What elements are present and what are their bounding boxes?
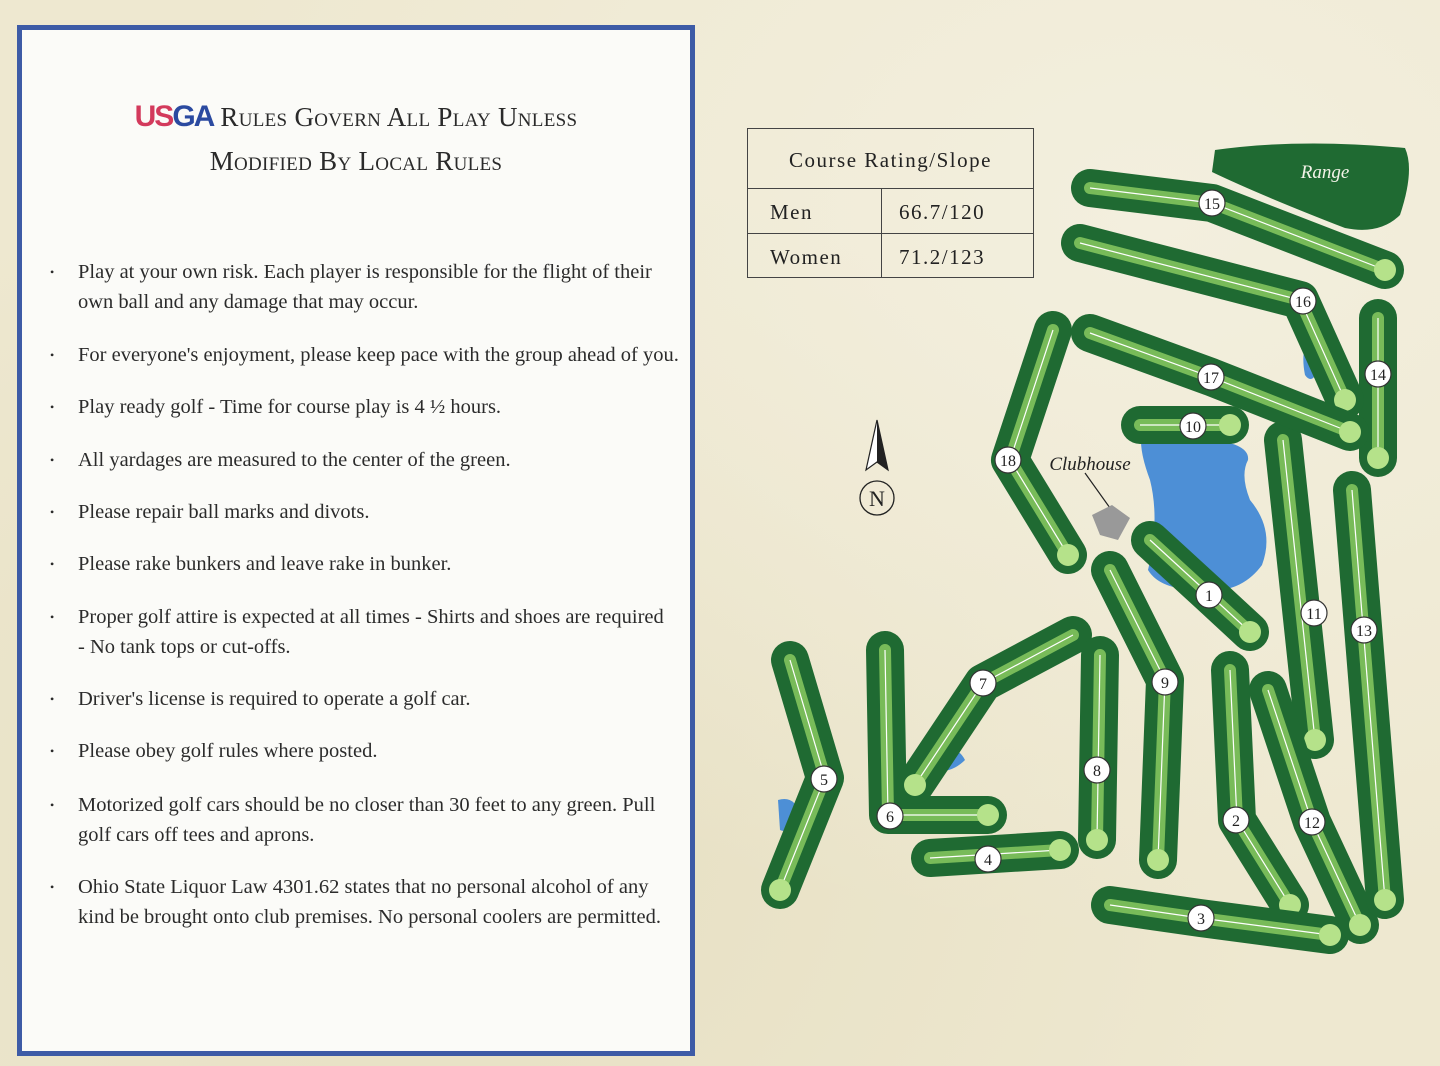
bullet-icon: •: [50, 744, 55, 758]
hole-8: [1086, 655, 1108, 851]
bullet-icon: •: [50, 400, 55, 414]
green: [1374, 259, 1396, 281]
range-label: Range: [1300, 162, 1350, 183]
rule-item: • Motorized golf cars should be no closer than 30 feet to any green. Pull golf cars off tees and aprons.: [36, 790, 686, 850]
bullet-icon: •: [50, 610, 55, 624]
bullet-icon: •: [50, 453, 55, 467]
green: [769, 879, 791, 901]
rating-header: Course Rating/Slope: [748, 129, 1033, 189]
hole-number-label: 8: [1093, 763, 1101, 780]
hole-number-label: 3: [1197, 911, 1205, 928]
green: [1057, 544, 1079, 566]
bullet-icon: •: [50, 557, 55, 571]
hole-number-label: 15: [1204, 196, 1220, 213]
hole-number-label: 17: [1203, 370, 1219, 387]
bullet-icon: •: [50, 692, 55, 706]
compass-label: N: [869, 486, 885, 511]
green: [1319, 924, 1341, 946]
green: [1086, 829, 1108, 851]
rule-item: • Driver's license is required to operate a golf car.: [36, 684, 686, 714]
green: [1367, 447, 1389, 469]
bullet-icon: •: [50, 505, 55, 519]
hole-18: [1010, 330, 1079, 566]
rule-item: • Ohio State Liquor Law 4301.62 states that no personal alcohol of any kind be brought onto club premises. No personal coolers are permitted.: [36, 872, 686, 932]
green: [1304, 729, 1326, 751]
rule-item: • Please obey golf rules where posted.: [36, 736, 686, 766]
hole-7: [904, 635, 1073, 796]
hole-number-label: 4: [984, 852, 992, 869]
clubhouse-icon: [1092, 505, 1130, 540]
hole-number-label: 6: [886, 809, 894, 826]
usga-logo: USGA: [134, 100, 214, 133]
green: [1049, 839, 1071, 861]
hole-number-label: 12: [1304, 815, 1320, 832]
bullet-icon: •: [50, 880, 55, 894]
hole-number-label: 11: [1306, 606, 1322, 623]
rule-item: • Play at your own risk. Each player is responsible for the flight of their own ball and any damage that may occur.: [36, 257, 686, 317]
hole-number-label: 10: [1185, 419, 1201, 436]
hole-rough: [915, 635, 1073, 785]
bullet-icon: •: [50, 798, 55, 812]
green: [1339, 421, 1361, 443]
rule-item: • Please repair ball marks and divots.: [36, 497, 686, 527]
green: [1374, 889, 1396, 911]
hole-number-label: 18: [1000, 453, 1016, 470]
hole-number-label: 2: [1232, 813, 1240, 830]
hole-number-label: 16: [1295, 294, 1311, 311]
hole-14: [1367, 318, 1389, 469]
hole-number-label: 5: [820, 772, 828, 789]
rule-item: • Please rake bunkers and leave rake in bunker.: [36, 549, 686, 579]
green: [904, 774, 926, 796]
hole-number-label: 7: [979, 676, 987, 693]
bullet-icon: •: [50, 265, 55, 279]
hole-number-label: 1: [1205, 588, 1213, 605]
page-title: USGA Rules Govern All Play Unless Modified By Local Rules: [134, 100, 578, 176]
rule-item: • Proper golf attire is expected at all times - Shirts and shoes are required - No tank tops or cut-offs.: [36, 602, 686, 662]
rule-item: • For everyone's enjoyment, please keep pace with the group ahead of you.: [36, 340, 686, 370]
rating-row-men: Men 66.7/120: [748, 189, 1033, 233]
green: [1239, 621, 1261, 643]
bullet-icon: •: [50, 348, 55, 362]
hole-9: [1110, 570, 1169, 871]
green: [1147, 849, 1169, 871]
green: [1219, 414, 1241, 436]
green: [1349, 914, 1371, 936]
hole-number-label: 14: [1370, 367, 1386, 384]
hole-number-label: 13: [1356, 623, 1372, 640]
rule-item: • Play ready golf - Time for course play is 4 ½ hours.: [36, 392, 686, 422]
rule-item: • All yardages are measured to the center of the green.: [36, 445, 686, 475]
green: [977, 804, 999, 826]
hole-number-label: 9: [1161, 675, 1169, 692]
rating-row-women: Women 71.2/123: [748, 233, 1033, 277]
hole-13: [1352, 490, 1396, 911]
clubhouse-label: Clubhouse: [1049, 454, 1131, 475]
